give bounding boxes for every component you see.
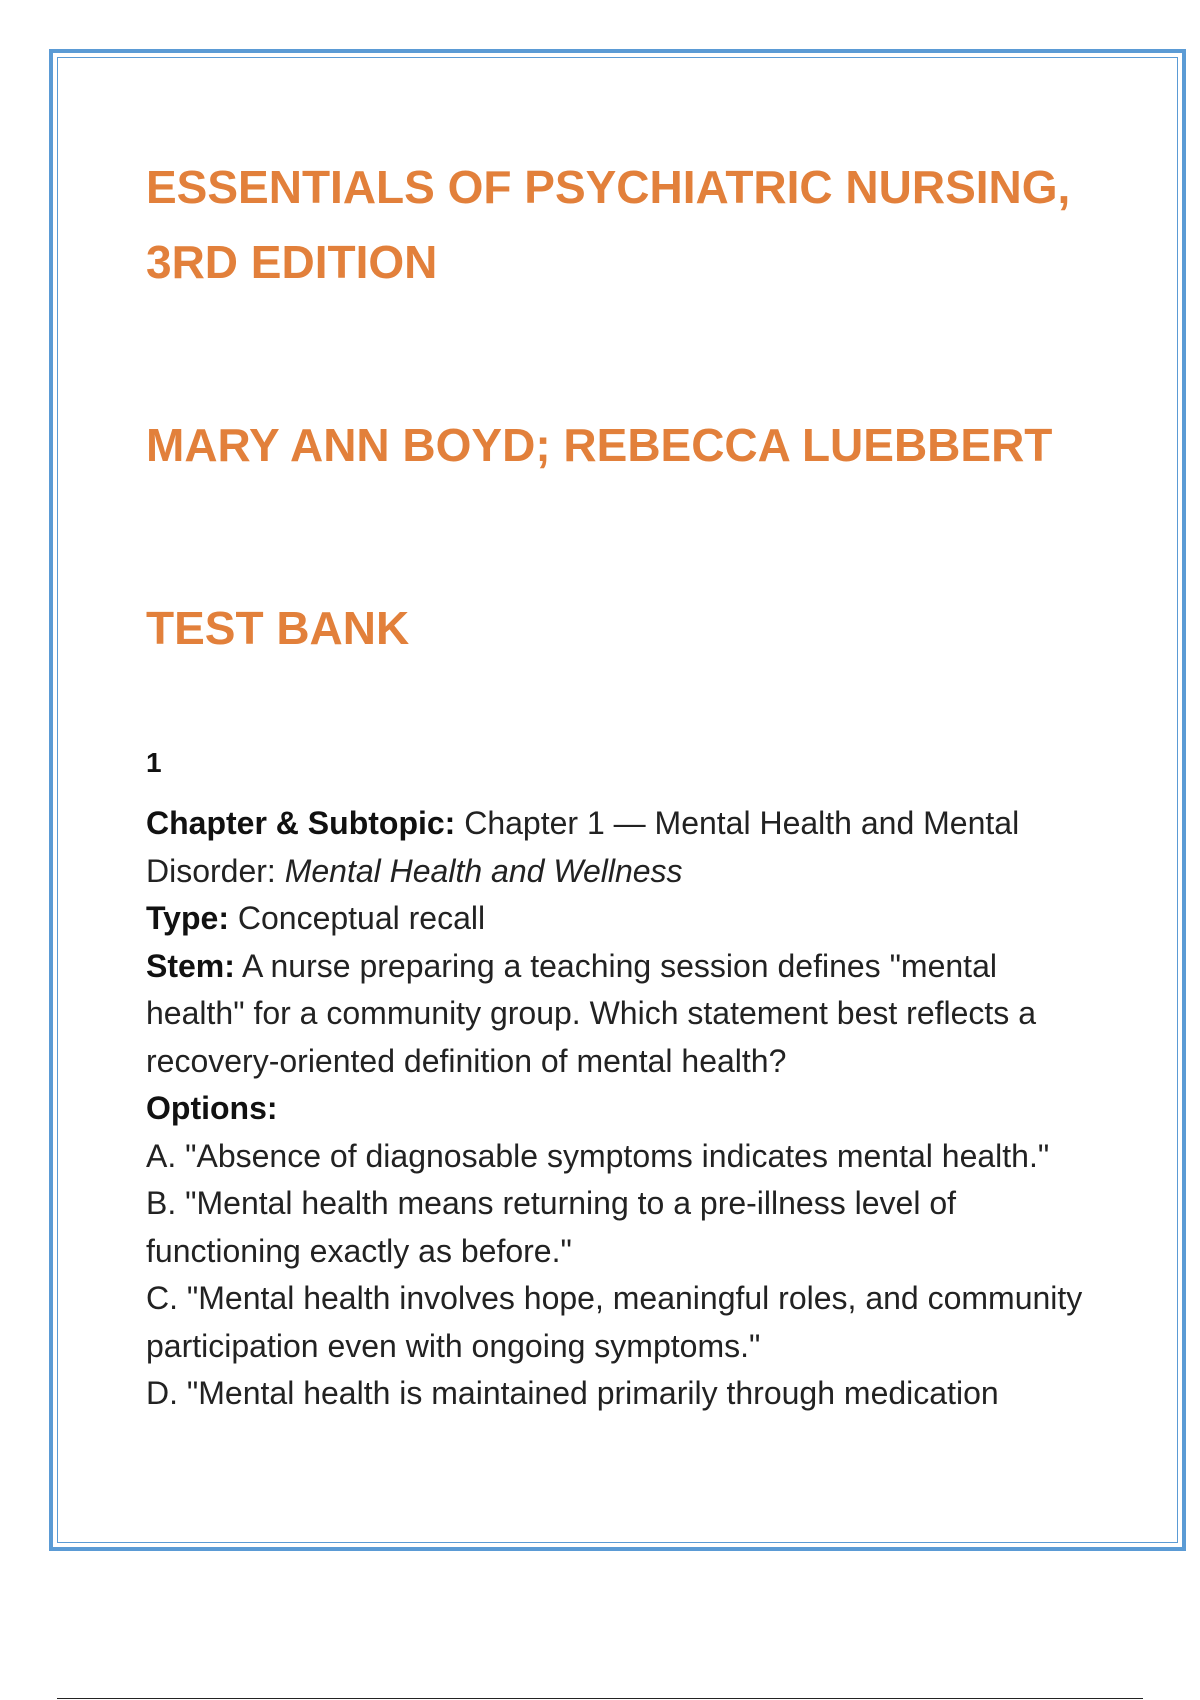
- option-b: B. "Mental health means returning to a pre-illness level of functioning exactly as before.": [146, 1185, 956, 1269]
- option-d: D. "Mental health is maintained primarily through medication: [146, 1375, 999, 1411]
- authors-heading: MARY ANN BOYD; REBECCA LUEBBERT: [146, 419, 1053, 471]
- stem-line: [146, 943, 1096, 1086]
- title-line-1: ESSENTIALS OF PSYCHIATRIC NURSING,: [146, 161, 1071, 213]
- stem-label: Stem:: [146, 947, 235, 984]
- stem-value: A nurse preparing a teaching session defines "mental health" for a community group. Which statement best reflects a recovery-oriented definition of mental health?: [146, 947, 1036, 1079]
- test-bank-heading: TEST BANK: [146, 602, 410, 654]
- title-line-2: 3RD EDITION: [146, 236, 438, 288]
- document-title: [146, 150, 1096, 300]
- chapter-value: Chapter 1 — Mental Health and Mental Disorder:: [146, 805, 1020, 889]
- option-a: A. "Absence of diagnosable symptoms indicates mental health.": [146, 1137, 1050, 1174]
- chapter-line: [146, 800, 1096, 895]
- question-number: 1: [146, 747, 162, 778]
- options-label: Options:: [146, 1090, 278, 1126]
- page-content: [146, 150, 1096, 1418]
- chapter-label: Chapter & Subtopic:: [146, 805, 456, 841]
- subtopic-value: Mental Health and Wellness: [284, 852, 683, 889]
- question-body: [146, 800, 1096, 1418]
- footer-rule: [57, 1698, 1143, 1699]
- type-label: Type:: [146, 900, 229, 936]
- type-line: [146, 895, 1096, 943]
- type-value: Conceptual recall: [228, 900, 486, 936]
- option-c: C. "Mental health involves hope, meaningful roles, and community participation even with ongoing symptoms.": [146, 1280, 1083, 1364]
